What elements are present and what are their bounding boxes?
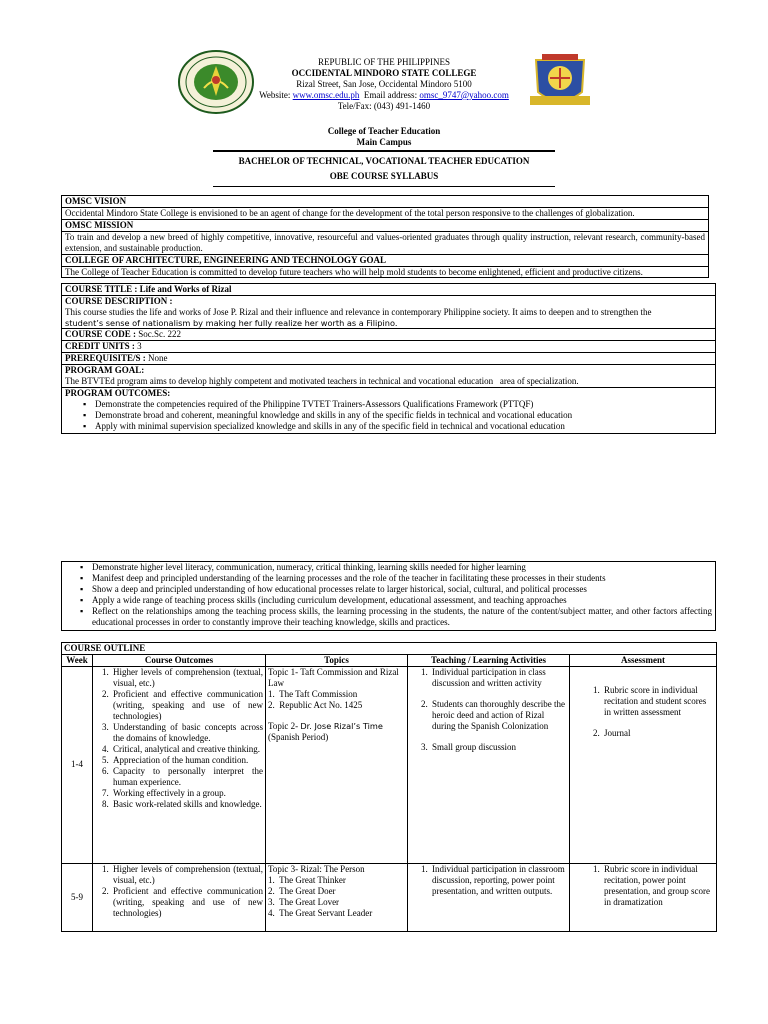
credit-units-label: CREDIT UNITS : (65, 340, 135, 351)
topic-item: 2. Republic Act No. 1425 (268, 699, 363, 710)
republic-line: REPUBLIC OF THE PHILIPPINES (317, 57, 451, 67)
list-item: ▪ Show a deep and principled understanding of how educational processes relate to larger historical, social, cultural, and political processes (92, 584, 712, 595)
website-label: Website: (259, 89, 291, 100)
list-item: ▪ Demonstrate broad and coherent, meaningful knowledge and skills in any of the specific fields in technical and vocational education (95, 410, 712, 421)
table-header-row (62, 654, 717, 666)
list-item: 1. Higher levels of comprehension (textual, visual, etc.) (111, 864, 263, 886)
outcomes-cell (93, 666, 266, 863)
prerequisite-row (62, 353, 715, 365)
topics-cell (266, 863, 408, 931)
list-item: 1. Individual participation in classroom discussion, reporting, power point presentation, and written outputs. (430, 864, 567, 897)
outline-heading-row (62, 643, 717, 655)
list-item: 8. Basic work-related skills and knowledge. (111, 799, 263, 810)
list-item: 7. Working effectively in a group. (111, 788, 263, 799)
program-goal-label: PROGRAM GOAL: (65, 364, 145, 375)
list-item: 1. Higher levels of comprehension (textual, visual, etc.) (111, 667, 263, 689)
list-item: 1. Rubric score in individual recitation, power point presentation, and group score in dramatization (602, 864, 714, 908)
list-item: 1. Individual participation in class discussion and written activity (430, 667, 567, 689)
outcomes-continued-box (61, 561, 716, 631)
college-unit: College of Teacher Education (327, 126, 441, 136)
course-description-text-2: student’s sense of nationalism by making her fully realize her worth as a Filipino. (65, 317, 398, 328)
list-item: ▪ Demonstrate higher level literacy, communication, numeracy, critical thinking, learning skills needed for higher learning (92, 562, 712, 573)
list-item: 3. Small group discussion (430, 742, 567, 753)
course-code-row (62, 329, 715, 341)
column-header: Week (62, 654, 93, 666)
header-divider (213, 150, 555, 152)
list-item: 2. Proficient and effective communication (writing, speaking and use of new technologies) (111, 886, 263, 919)
unit-header (0, 126, 768, 148)
list-item: 2. Students can thoroughly describe the heroic deed and action of Rizal during the Spanish Colonization (430, 699, 567, 732)
list-item: 4. Critical, analytical and creative thinking. (111, 744, 263, 755)
list-item: ▪ Apply a wide range of teaching process skills (including curriculum development, educational assessment, and teaching approaches (92, 595, 712, 606)
table-row (62, 666, 717, 863)
mission-heading: OMSC MISSION (62, 220, 708, 232)
week-cell: 5-9 (62, 863, 93, 931)
table-row (62, 863, 717, 931)
list-item: ▪ Manifest deep and principled understanding of the learning processes and the role of the teacher in facilitating these processes in their students (92, 573, 712, 584)
outcomes-list (95, 864, 263, 919)
topic-item: 3. The Great Lover (268, 896, 340, 907)
topic-title-2 (268, 721, 405, 732)
program-goal-row (62, 365, 715, 388)
college-address: Rizal Street, San Jose, Occidental Mindoro 5100 (296, 78, 472, 89)
column-header: Teaching / Learning Activities (408, 654, 570, 666)
list-item: 3. Understanding of basic concepts across the domains of knowledge. (111, 722, 263, 744)
column-header: Course Outcomes (93, 654, 266, 666)
activities-list (410, 667, 567, 753)
assessment-cell (570, 863, 717, 931)
program-outcomes-label: PROGRAM OUTCOMES: (65, 387, 171, 398)
list-item: 5. Appreciation of the human condition. (111, 755, 263, 766)
topic-item: 2. The Great Doer (268, 885, 336, 896)
vision-text: Occidental Mindoro State College is envisioned to be an agent of change for the development of the total person responsive to the challenges of globalization. (62, 208, 708, 220)
course-outline (61, 642, 716, 932)
program-title: BACHELOR OF TECHNICAL, VOCATIONAL TEACHER EDUCATION (238, 156, 530, 166)
course-description-text: This course studies the life and works of Jose P. Rizal and their influence and relevance in contemporary Philippine society. It aims to deepen and to strengthen the (65, 306, 652, 317)
assessment-cell (570, 666, 717, 863)
topic-note: (Spanish Period) (268, 731, 329, 742)
outcomes-cell (93, 863, 266, 931)
topic-title: Topic 1- Taft Commission and Rizal Law (268, 666, 399, 688)
goal-heading: COLLEGE OF ARCHITECTURE, ENGINEERING AND TECHNOLOGY GOAL (62, 255, 708, 267)
credit-units-value: 3 (137, 340, 142, 351)
course-title-label: COURSE TITLE : (65, 284, 138, 294)
vision-heading: OMSC VISION (62, 196, 708, 208)
course-code-label: COURSE CODE : (65, 328, 137, 339)
activities-cell (408, 666, 570, 863)
topic-prefix: Topic 2- (268, 720, 299, 731)
prerequisite-label: PREREQUISITE/S : (65, 352, 146, 363)
contact-line (0, 90, 768, 101)
list-item: ▪ Demonstrate the competencies required of the Philippine TVTET Trainers-Assessors Qualifications Framework (PTTQF) (95, 399, 712, 410)
course-info-box (61, 283, 716, 434)
course-title-value: Life and Works of Rizal (139, 284, 232, 294)
program-outcomes-row (62, 388, 715, 432)
column-header: Assessment (570, 654, 717, 666)
vision-mission-box (61, 195, 709, 278)
topic-title: Topic 3- Rizal: The Person (268, 863, 365, 874)
outcomes-list (95, 667, 263, 810)
credit-units-row (62, 341, 715, 353)
list-item: ▪ Apply with minimal supervision specialized knowledge and skills in any of the specific field in technical and vocational education (95, 421, 712, 432)
program-header (0, 156, 768, 182)
telefax-line: Tele/Fax: (043) 491-1460 (337, 100, 431, 111)
outcomes-continued-list (65, 562, 712, 628)
goal-text: The College of Teacher Education is committed to develop future teachers who will help mold students to become enlightened, efficient and productive citizens. (65, 266, 643, 277)
topic-item: 4. The Great Servant Leader (268, 907, 373, 918)
course-outline-table (61, 642, 717, 932)
program-goal-text: The BTVTEd program aims to develop highly competent and motivated teachers in technical and vocational education area of specialization. (65, 375, 579, 386)
week-cell: 1-4 (62, 666, 93, 863)
outline-heading: COURSE OUTLINE (62, 643, 717, 655)
program-divider (213, 186, 555, 187)
course-title-row (62, 284, 715, 296)
program-outcomes-list (65, 399, 712, 432)
email-link[interactable]: omsc_9747@yahoo.com (419, 89, 509, 100)
topic-name: Dr. Jose Rizal’s Time (300, 720, 383, 731)
website-link[interactable]: www.omsc.edu.ph (292, 89, 360, 100)
topic-item: 1. The Great Thinker (268, 874, 346, 885)
course-description-label: COURSE DESCRIPTION : (65, 295, 173, 306)
course-code-value: Soc.Sc. 222 (138, 328, 182, 339)
assessment-list (572, 685, 714, 739)
list-item: 1. Rubric score in individual recitation and student scores in written assessment (602, 685, 714, 718)
email-label: Email address: (363, 89, 418, 100)
column-header: Topics (266, 654, 408, 666)
mission-text: To train and develop a new breed of highly competitive, innovative, resourceful and values-oriented graduates through quality instruction, relevant research, community-based extension, and sustainable production. (62, 232, 708, 255)
page-header (0, 57, 768, 112)
activities-cell (408, 863, 570, 931)
list-item: 2. Journal (602, 728, 714, 739)
list-item: 6. Capacity to personally interpret the human experience. (111, 766, 263, 788)
prerequisite-value: None (148, 352, 168, 363)
campus-name: Main Campus (356, 136, 412, 147)
course-description-row (62, 296, 715, 329)
list-item: ▪ Reflect on the relationships among the teaching process skills, the learning processing in the students, the nature of the content/subject matter, and other factors affecting educational processes in order to constantly improve their teaching knowledge, skills and practices. (92, 606, 712, 628)
document-type: OBE COURSE SYLLABUS (329, 170, 439, 181)
activities-list (410, 864, 567, 897)
list-item: 2. Proficient and effective communication (writing, speaking and use of new technologies) (111, 689, 263, 722)
college-name: OCCIDENTAL MINDORO STATE COLLEGE (291, 67, 477, 78)
topic-item: 1. The Taft Commission (268, 688, 358, 699)
topics-cell (266, 666, 408, 863)
assessment-list (572, 864, 714, 908)
